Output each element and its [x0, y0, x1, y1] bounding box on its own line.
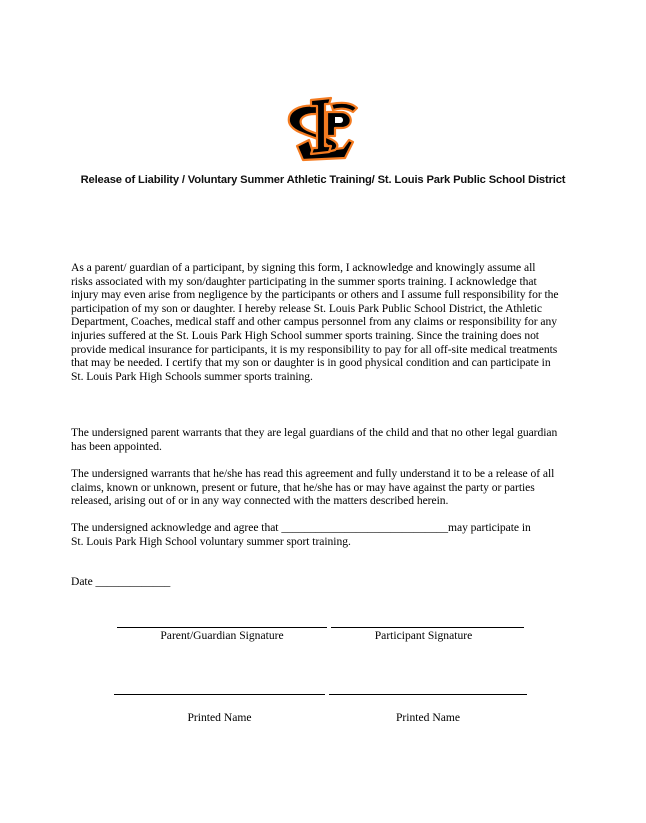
agreement-text-before: The undersigned acknowledge and agree that: [71, 521, 282, 534]
text-line: [71, 521, 581, 535]
guardian-warranty-paragraph: [71, 426, 581, 453]
parent-signature-label: Parent/Guardian Signature: [160, 629, 284, 642]
text-line: that may be needed. I certify that my son or daughter is in good physical condition and can participate in: [71, 356, 551, 370]
text-line: The undersigned warrants that he/she has read this agreement and fully understand it to be a release of all: [71, 467, 555, 480]
agreement-paragraph: [71, 521, 581, 548]
date-label: Date: [71, 575, 96, 588]
parent-signature-line[interactable]: [117, 627, 327, 628]
text-line: Department, Coaches, medical staff and other campus personnel from any claims or responsibility for any: [71, 315, 557, 329]
parent-printed-name-label: Printed Name: [187, 711, 252, 724]
text-line: [71, 575, 581, 589]
agreement-text-after: may participate in: [448, 521, 531, 534]
text-line: released, arising out of or in any way connected with the matters described herein.: [71, 494, 449, 508]
text-line: provide medical insurance for participants, it is my responsibility to pay for all off-site medical treatments: [71, 342, 558, 356]
slp-logo-icon: [283, 96, 363, 162]
participant-name-blank[interactable]: _____________________________: [281, 521, 448, 534]
liability-paragraph: [71, 261, 581, 383]
text-line: St. Louis Park High Schools summer sports training.: [71, 369, 313, 383]
text-line: claims, known or unknown, present or future, that he/she has or may have against the party or parties: [71, 480, 535, 494]
document-title: Release of Liability / Voluntary Summer Athletic Training/ St. Louis Park Public School District: [80, 174, 566, 186]
text-line: As a parent/ guardian of a participant, by signing this form, I acknowledge and knowingly assume all: [71, 261, 536, 274]
text-line: The undersigned parent warrants that they are legal guardians of the child and that no other legal guardian: [71, 426, 558, 439]
participant-printed-name-label: Printed Name: [395, 711, 461, 724]
text-line: injury may even arise from negligence by the participants or others and I assume full responsibility for the: [71, 288, 559, 302]
release-paragraph: [71, 467, 581, 508]
date-blank[interactable]: _____________: [95, 575, 171, 588]
date-field: [71, 575, 581, 589]
text-line: risks associated with my son/daughter participating in the summer sports training. I acknowledge that: [71, 274, 537, 288]
text-line: St. Louis Park High School voluntary summer sport training.: [71, 534, 351, 548]
participant-printed-name-line[interactable]: [329, 694, 527, 695]
text-line: has been appointed.: [71, 439, 162, 453]
text-line: injuries suffered at the St. Louis Park High School summer sports training. Since the training does not: [71, 328, 539, 342]
participant-signature-line[interactable]: [331, 627, 524, 628]
text-line: participation of my son or daughter. I hereby release St. Louis Park Public School District, the Athletic: [71, 301, 542, 315]
parent-printed-name-line[interactable]: [114, 694, 325, 695]
participant-signature-label: Participant Signature: [374, 629, 473, 642]
